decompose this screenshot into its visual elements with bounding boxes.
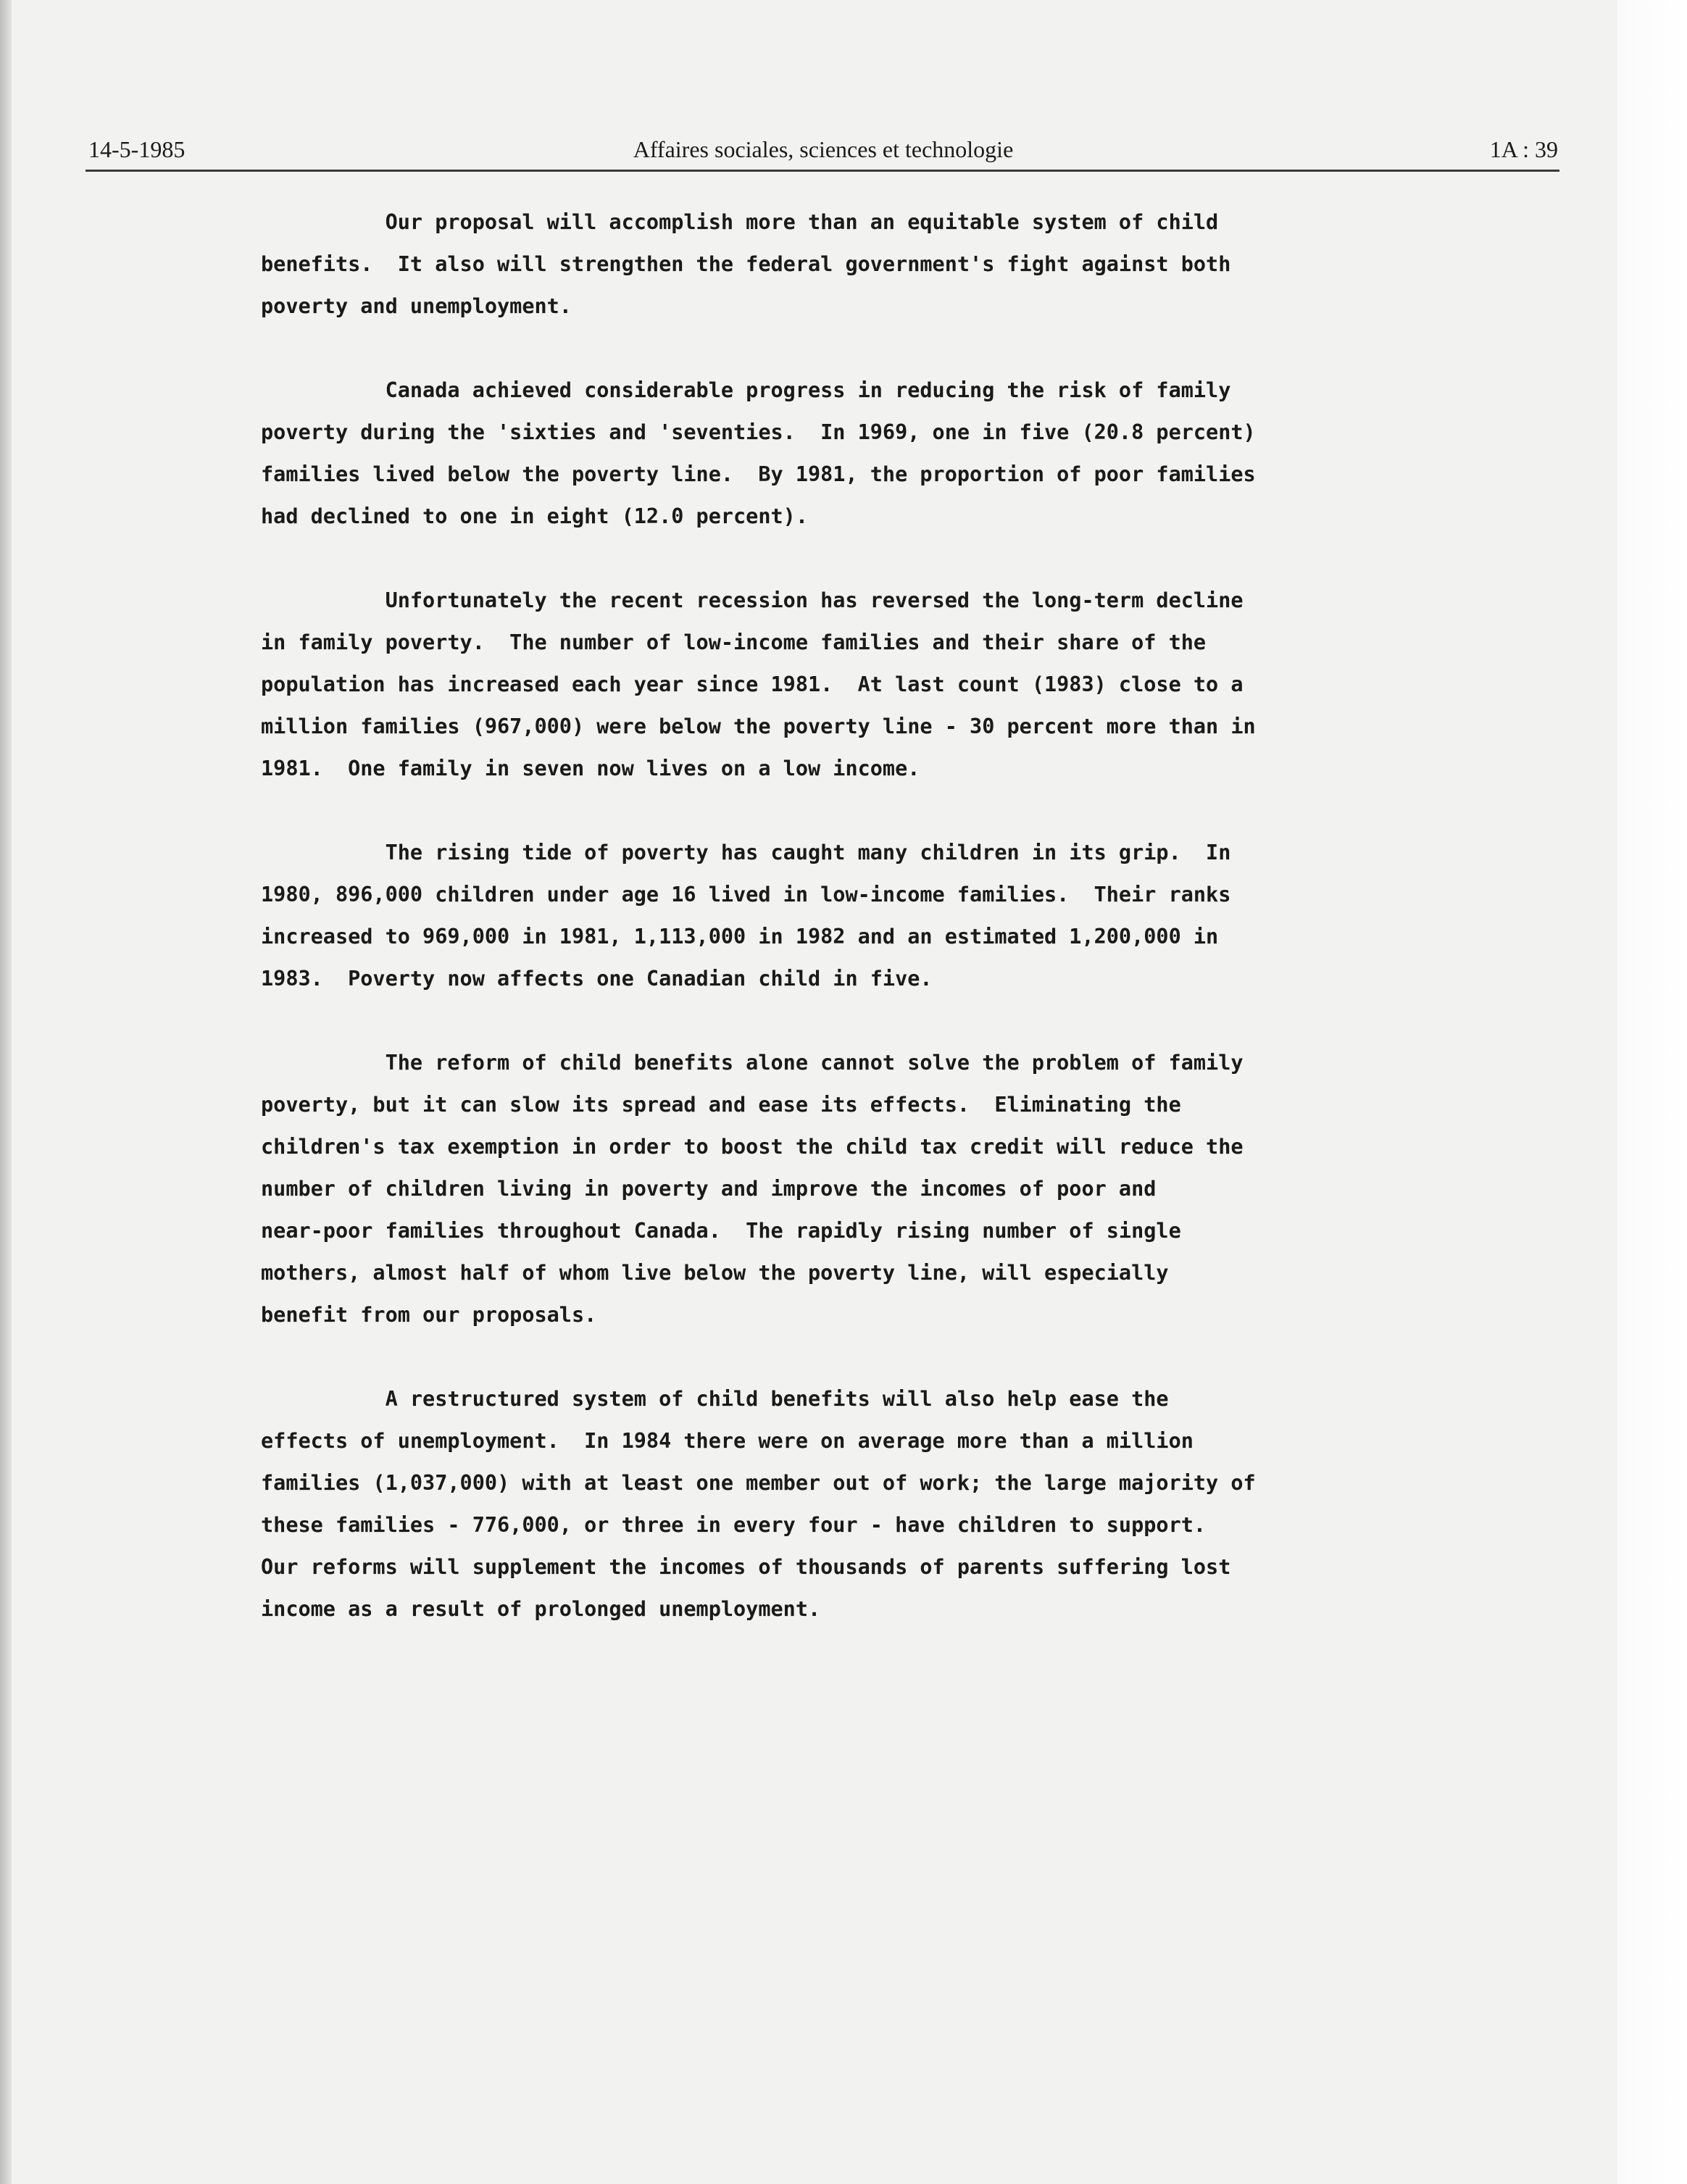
text-line: effects of unemployment. In 1984 there were on average more than a million	[261, 1429, 1194, 1453]
header-date: 14-5-1985	[88, 136, 186, 162]
text-line: Canada achieved considerable progress in reducing the risk of family	[261, 378, 1231, 402]
text-line: 1980, 896,000 children under age 16 lived in low-income families. Their ranks	[261, 883, 1231, 906]
text-line: million families (967,000) were below the poverty line - 30 percent more than in	[261, 714, 1256, 738]
text-line: The rising tide of poverty has caught many children in its grip. In	[261, 841, 1231, 864]
text-line: 1981. One family in seven now lives on a low income.	[261, 757, 920, 780]
header-title: Affaires sociales, sciences et technologie	[633, 136, 1014, 162]
text-line: near-poor families throughout Canada. The rapidly rising number of single	[261, 1219, 1181, 1243]
text-line: Our proposal will accomplish more than an equitable system of child	[261, 210, 1219, 234]
text-line: A restructured system of child benefits will also help ease the	[261, 1387, 1169, 1411]
text-line: families (1,037,000) with at least one member out of work; the large majority of	[261, 1471, 1256, 1495]
paragraph	[261, 580, 1391, 790]
text-line: benefits. It also will strengthen the federal government's fight against both	[261, 252, 1231, 276]
page-margin-strip	[1617, 0, 1687, 2184]
text-line: poverty during the 'sixties and 'seventies. In 1969, one in five (20.8 percent)	[261, 420, 1256, 444]
header-page-ref: 1A : 39	[1489, 136, 1558, 162]
paragraph	[261, 1378, 1391, 1630]
paragraph	[261, 1042, 1391, 1336]
text-line: Unfortunately the recent recession has reversed the long-term decline	[261, 588, 1244, 612]
text-line: population has increased each year since 1981. At last count (1983) close to a	[261, 672, 1244, 696]
text-line: benefit from our proposals.	[261, 1303, 597, 1327]
text-line: 1983. Poverty now affects one Canadian child in five.	[261, 967, 933, 991]
text-line: children's tax exemption in order to boost the child tax credit will reduce the	[261, 1135, 1244, 1159]
text-line: income as a result of prolonged unemployment.	[261, 1597, 821, 1621]
running-header	[88, 136, 1558, 172]
paragraph	[261, 201, 1391, 328]
header-rule	[86, 170, 1559, 172]
text-line: mothers, almost half of whom live below the poverty line, will especially	[261, 1261, 1169, 1285]
text-line: Our reforms will supplement the incomes of thousands of parents suffering lost	[261, 1555, 1231, 1579]
paragraph	[261, 832, 1391, 1000]
text-line: number of children living in poverty and improve the incomes of poor and	[261, 1177, 1157, 1201]
text-line: poverty, but it can slow its spread and ease its effects. Eliminating the	[261, 1093, 1181, 1117]
text-line: had declined to one in eight (12.0 percent).	[261, 504, 808, 528]
text-line: poverty and unemployment.	[261, 294, 572, 318]
text-line: increased to 969,000 in 1981, 1,113,000 in 1982 and an estimated 1,200,000 in	[261, 925, 1219, 949]
page-binding-edge	[0, 0, 12, 2184]
paragraph	[261, 370, 1391, 538]
document-body	[261, 201, 1391, 1672]
text-line: in family poverty. The number of low-income families and their share of the	[261, 630, 1207, 654]
text-line: The reform of child benefits alone cannot solve the problem of family	[261, 1051, 1244, 1075]
text-line: these families - 776,000, or three in every four - have children to support.	[261, 1513, 1207, 1537]
text-line: families lived below the poverty line. By 1981, the proportion of poor families	[261, 462, 1256, 486]
